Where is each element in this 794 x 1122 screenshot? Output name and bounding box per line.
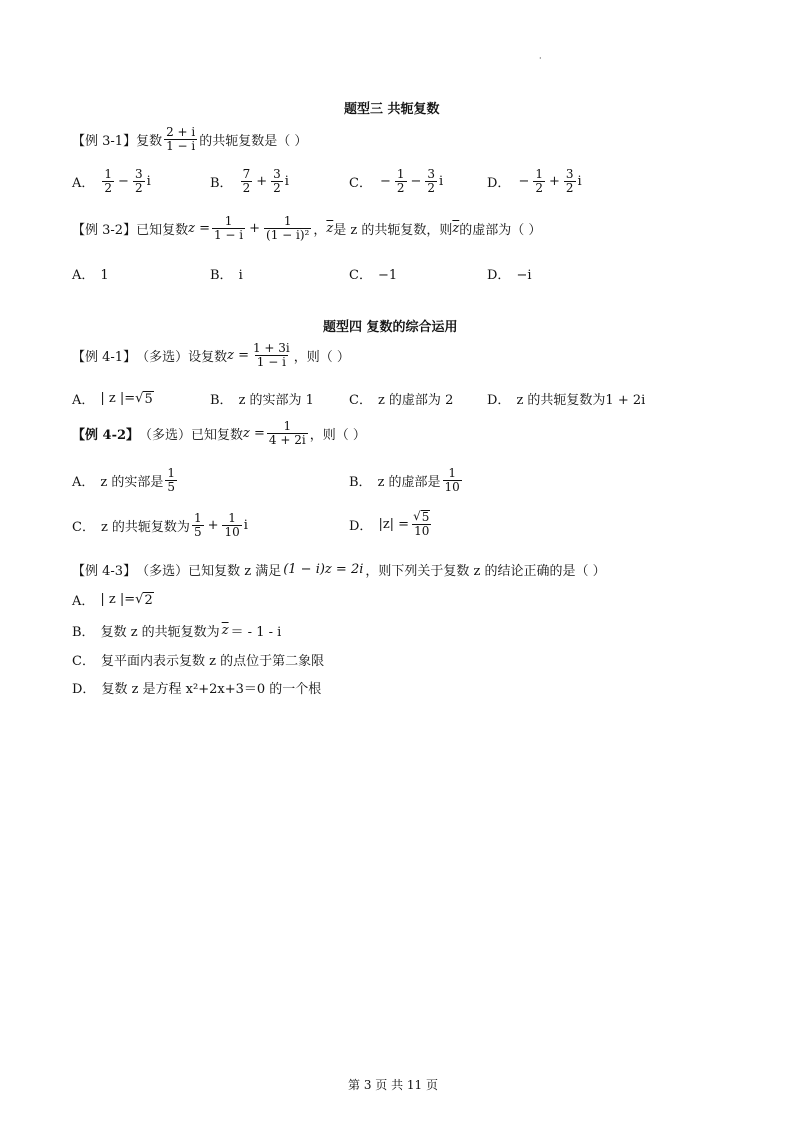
option-value: 复平面内表示复数 z 的点位于第二象限 [100,654,325,669]
option-d [487,264,532,283]
option-a [72,264,109,283]
numerator: 1 [167,466,176,480]
option-label: D． [349,518,373,534]
question-text: （多选）设复数 [136,350,228,366]
question-text: ，则下列关于复数 z 的结论正确的是（ ） [365,564,606,579]
option-label: B． [72,625,95,640]
option-d [349,510,434,538]
numerator: 3 [273,167,281,181]
example-3-1-question [72,126,307,153]
option-b [210,264,243,283]
question-text: ， [313,223,327,239]
option-b [210,168,289,195]
question-text: 是 z 的共轭复数，则 [333,223,453,239]
corner-mark: · [539,54,542,63]
example-label: 【例 4-1】 [72,350,137,366]
denominator: 2 [134,181,143,196]
example-4-3-question [72,560,606,579]
option-label: C． [349,176,372,192]
example-3-2-question [72,215,541,242]
operator: + [207,518,219,534]
example-4-1-question [72,342,350,369]
question-text: （多选）已知复数 z 满足 [136,564,282,579]
operator: − [518,174,530,190]
option-value: z 的实部是 [100,475,164,491]
denominator: 5 [167,480,176,495]
option-value: z 的共轭复数为 [100,520,190,536]
numerator: 1 [224,214,233,228]
option-a [72,389,154,408]
question-text: 已知复数 [136,223,189,239]
section4-title: 题型四 复数的综合运用 [323,320,458,335]
example-label: 【例 4-2】 [72,428,140,444]
imag-unit: i [577,174,582,190]
option-label: B． [210,176,233,192]
option-value: z 的共轭复数为1 + 2i [516,393,646,408]
denominator: 2 [396,181,405,196]
option-label: D． [487,176,511,192]
imag-unit: i [284,174,289,190]
fraction [164,126,197,153]
option-value: |z| = [378,516,410,532]
example-label: 【例 4-3】 [72,564,137,579]
operator: + [256,174,268,190]
conjugate-z: $\overline{z}$ [326,221,334,237]
denominator: (1 − i)² [266,228,310,243]
radicand: 5 [421,510,430,524]
math-text: (1 − i)z = 2i [283,562,364,577]
option-label: B． [349,475,372,491]
option-d [487,168,582,195]
option-a [72,590,154,609]
denominator: 5 [193,525,202,540]
denominator: 2 [535,181,543,196]
option-a [72,467,179,494]
option-label: C． [349,268,372,283]
option-d [72,678,321,697]
operator: − [118,174,129,190]
numerator: 1 + 3i [252,341,290,355]
option-label: B． [210,393,233,408]
option-d [487,389,645,408]
option-value: −i [516,268,532,283]
denominator: 10 [414,524,430,539]
numerator: 3 [134,167,143,181]
operator: − [379,174,391,190]
radicand: 5 [144,391,153,407]
option-label: A． [72,475,95,491]
numerator: 2 + i [166,125,196,139]
numerator: 7 [242,167,251,181]
option-value: z 的虚部是 [377,475,441,491]
option-label: A． [72,268,95,283]
option-label: A． [72,176,95,192]
denominator: 1 − i [256,355,286,370]
option-value: z 的实部为 1 [238,393,314,408]
numerator: 1 [193,511,202,525]
option-label: D． [487,393,511,408]
numerator: 3 [565,167,574,181]
option-label: C． [349,393,372,408]
denominator: 2 [242,181,251,196]
question-text: ，则（ ） [309,428,366,444]
denominator: 1 − i [166,139,196,154]
question-text: 复数 [136,134,163,150]
question-text: ，则（ ） [293,350,350,366]
option-value: ＝ - 1 - i [230,625,282,640]
denominator: 2 [104,181,113,196]
operator: + [548,174,560,190]
conjugate-z: $\overline{z}$ [221,623,229,638]
option-value: i [238,268,243,283]
option-b [349,467,464,494]
operator: − [410,174,422,190]
denominator: 10 [224,525,240,540]
option-c [349,389,453,408]
option-value: −1 [377,268,398,283]
option-value: | z |= [100,592,136,607]
option-label: D． [487,268,511,283]
numerator: 1 [228,511,236,525]
denominator: 1 − i [213,228,244,243]
numerator: 1 [104,167,113,181]
imag-unit: i [146,174,151,190]
numerator: 1 [283,419,292,433]
option-label: B． [210,268,233,283]
option-c [349,264,397,283]
numerator: 1 [448,466,456,480]
question-text: 的共轭复数是（ ） [199,134,308,150]
option-label: D． [72,682,96,697]
conjugate-z: $\overline{z}$ [452,221,460,237]
option-b [210,389,314,408]
denominator: 2 [565,181,574,196]
example-4-2-question [72,420,366,447]
numerator: 1 [396,167,405,181]
option-value: 复数 z 的共轭复数为 [100,625,220,640]
option-label: C． [72,520,95,536]
math-text: z = [188,221,210,237]
math-text: z = [243,426,265,442]
numerator: 3 [427,167,436,181]
option-label: A． [72,594,95,609]
question-text: （多选）已知复数 [139,428,244,444]
question-text: 的虚部为（ ） [459,223,542,239]
denominator: 2 [427,181,436,196]
option-value: 复数 z 是方程 x²+2x+3＝0 的一个根 [101,682,322,697]
page-footer: 第 3 页 共 11 页 [348,1078,438,1092]
option-c [349,168,443,195]
denominator: 4 + 2i [268,433,306,448]
imag-unit: i [439,174,444,190]
denominator: 2 [273,181,281,196]
numerator: 1 [283,214,292,228]
example-label: 【例 3-1】 [72,134,137,150]
option-value: | z |= [100,391,136,406]
denominator: 10 [444,480,460,495]
option-c [72,512,248,539]
option-c [72,650,324,669]
radicand: 2 [144,592,153,608]
option-b [72,621,281,640]
option-value: 1 [100,268,109,283]
numerator: 1 [535,167,543,181]
example-label: 【例 3-2】 [72,223,137,239]
section3-title: 题型三 共轭复数 [344,102,440,117]
option-label: C． [72,654,95,669]
sqrt-symbol: √ 2 [135,591,153,608]
sqrt-symbol: √ 5 [413,509,430,524]
imag-unit: i [243,518,248,534]
sqrt-symbol: √ 5 [135,390,153,407]
option-label: A． [72,393,95,408]
math-text: z = [227,348,249,364]
option-value: z 的虚部为 2 [377,393,454,408]
operator: + [249,221,261,237]
option-a [72,168,151,195]
